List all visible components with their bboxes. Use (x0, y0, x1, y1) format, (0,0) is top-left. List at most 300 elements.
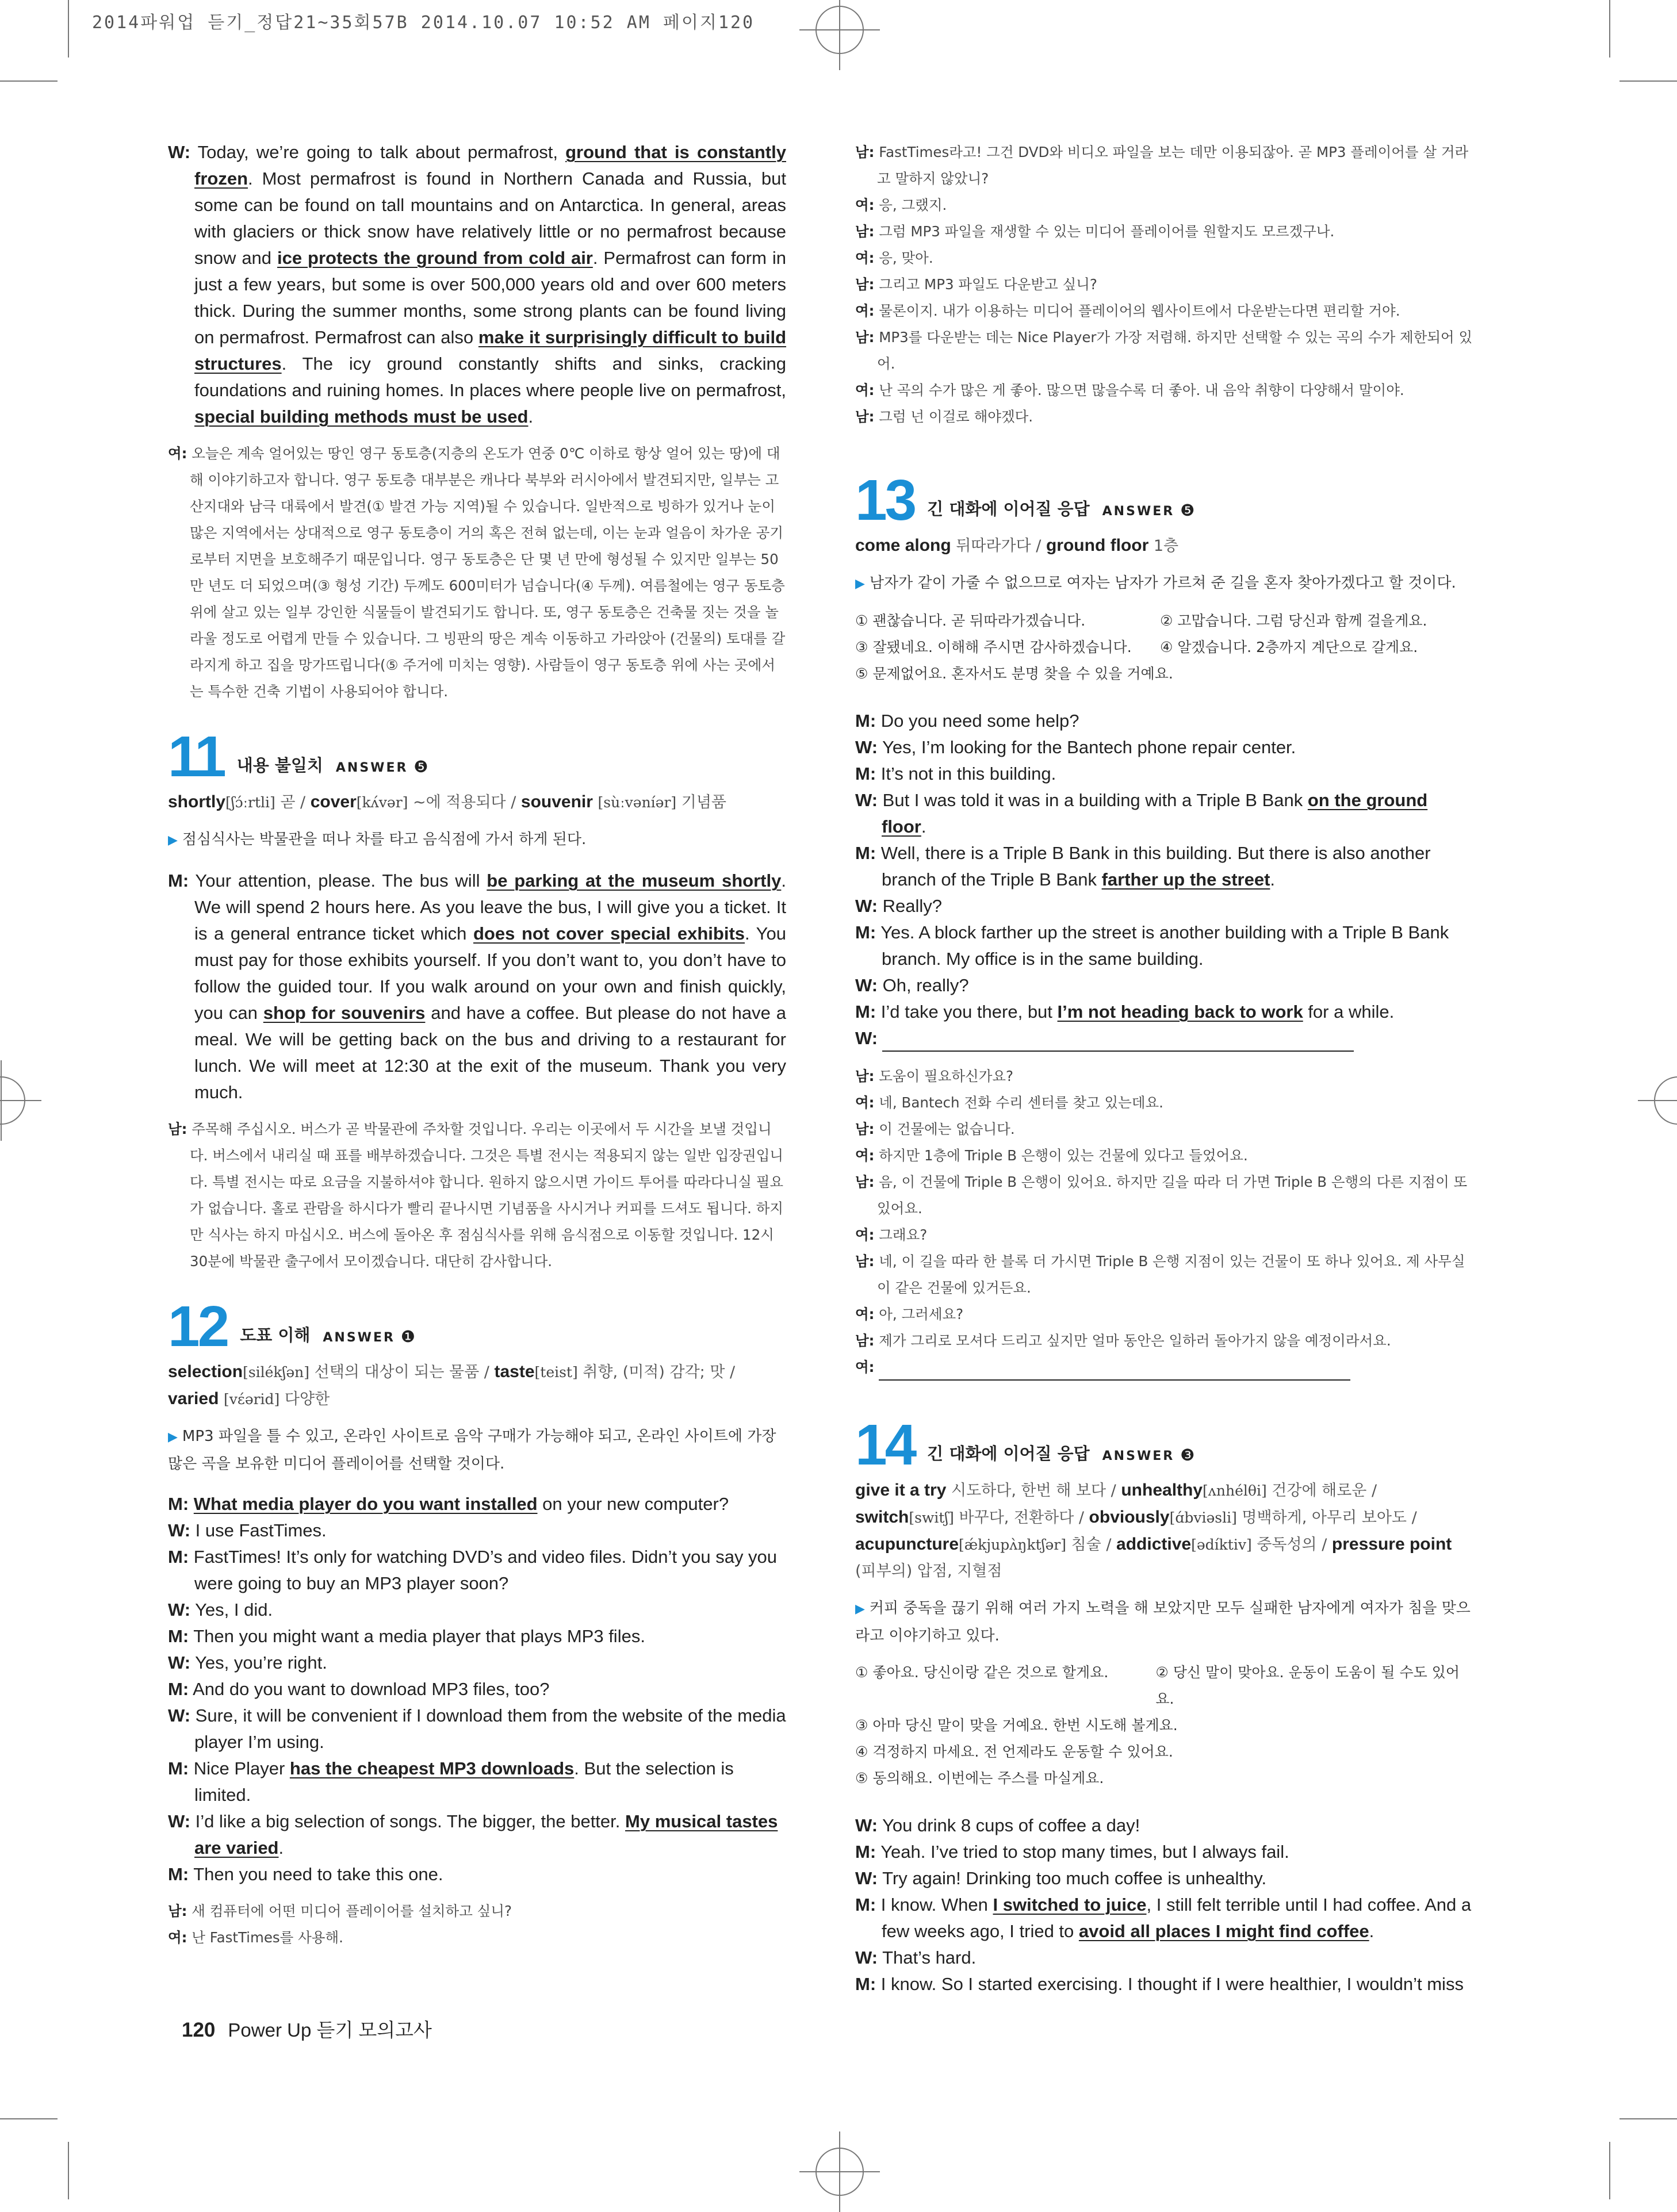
dialog-line (855, 192, 1473, 218)
answer-label: ANSWER (1102, 504, 1175, 519)
dialog-text: 그리고 MP3 파일도 다운받고 싶니? (879, 276, 1097, 293)
script-text: and have a coffee. But please do not have a meal. We will be getting back on the bus and driving to a restaurant for lunch. We will meet at 12:30 at the exit of the museum. Thank you very much. (194, 1003, 786, 1102)
answer-option: ③ 아마 당신 말이 맞을 거예요. 한번 시도해 볼게요. (855, 1717, 1178, 1734)
dialog-text: MP3를 다운받는 데는 Nice Player가 가장 저렴해. 하지만 선택할 수 있는 곡의 수가 제한되어 있어. (877, 329, 1473, 372)
dialog-line (855, 761, 1473, 787)
triangle-bullet-icon: ▶ (855, 1602, 865, 1616)
q12-dialog-english (168, 1491, 786, 1888)
answer-option: ④ 알겠습니다. 2층까지 계단으로 갈게요. (1160, 639, 1418, 655)
dialog-text: I use FastTimes. (195, 1520, 327, 1540)
q13-dialog-english (855, 708, 1473, 1025)
vocab-ipa: [silékʃən] (243, 1364, 310, 1381)
question-type: 내용 불일치 (236, 756, 323, 775)
vocab-meaning: 취향, (미적) 감각; 맛 (583, 1363, 725, 1381)
dialog-text: FastTimes! It’s only for watching DVD’s and video files. Didn’t you say you were going to buy an MP3 player soon? (193, 1547, 778, 1593)
vocab-meaning: 선택의 대상이 되는 물품 (314, 1363, 480, 1381)
dialog-text: 그럼 MP3 파일을 재생할 수 있는 미디어 플레이어를 원할지도 모르겠구나. (879, 223, 1335, 240)
permafrost-script-korean (168, 440, 786, 705)
answer-options (855, 608, 1473, 687)
dialog-text: 난 곡의 수가 많은 게 좋아. 많으면 많을수록 더 좋아. 내 음악 취향이 다양해서 말이야. (879, 382, 1404, 398)
dialog-text: 물론이지. 내가 이용하는 미디어 플레이어의 웹사이트에서 다운받는다면 편리할 거야. (879, 302, 1400, 319)
vocab-ipa: [sùːvəníər] (598, 794, 677, 811)
q11-script-korean (168, 1116, 786, 1275)
explanation-text: 커피 중독을 끊기 위해 여러 가지 노력을 해 보았지만 모두 실패한 남자에게 여자가 침을 맞으라고 이야기하고 있다. (855, 1600, 1471, 1644)
dialog-text: 하지만 1층에 Triple B 은행이 있는 건물에 있다고 들었어요. (879, 1147, 1248, 1164)
q13-blank-line (855, 1025, 1473, 1052)
answer-badge: ❶ (400, 1327, 416, 1346)
question-12-header (168, 1294, 786, 1359)
speaker-label: 여: (855, 1359, 875, 1375)
speaker-label: 남: (855, 1174, 875, 1190)
dialog-line (855, 1945, 1473, 1971)
vocab-meaning: 기념품 (681, 793, 727, 811)
registration-mark (815, 6, 864, 54)
question-11-header (168, 724, 786, 789)
option-row (855, 1739, 1473, 1765)
dialog-line (855, 734, 1473, 761)
dialog-line (855, 377, 1473, 404)
speaker-label: 남: (168, 1121, 187, 1137)
vocab-word: unhealthy (1121, 1481, 1203, 1500)
speaker-label: W: (855, 1948, 878, 1968)
speaker-label: M: (168, 1679, 189, 1699)
key-phrase: ground that is constantly frozen (194, 142, 786, 189)
speaker-label: W: (168, 1653, 191, 1673)
dialog-line (168, 1597, 786, 1623)
dialog-line (855, 1892, 1473, 1945)
triangle-bullet-icon: ▶ (855, 577, 865, 591)
answer-option: ② 고맙습니다. 그럼 당신과 함께 걸을게요. (1160, 612, 1427, 629)
dialog-text: Oh, really? (882, 975, 969, 995)
crop-mark (0, 80, 58, 82)
explanation-text: MP3 파일을 틀 수 있고, 온라인 사이트로 음악 구매가 가능해야 되고, 온라인 사이트에 가장 많은 곡을 보유한 미디어 플레이어를 선택할 것이다. (168, 1428, 776, 1473)
key-phrase: does not cover special exhibits (473, 923, 745, 944)
dialog-line (855, 1248, 1473, 1301)
vocab-list: give it a try 시도하다, 한번 해 보다 / unhealthy[ʌnhélθi] 건강에 해로운 / switch[switʃ] 바꾸다, 전환하다 / obviously[ɑ́bviəsli] 명백하게, 아무리 보아도 / acupuncture[ǽkjupʌ̀ŋktʃər] 침술 / addictive[ədíktiv] 중독성의 / pressure point (피부의) 압점, 지혈점 (855, 1481, 1452, 1580)
dialog-line (168, 1517, 786, 1544)
vocab-word: come along (855, 536, 951, 555)
dialog-line (168, 1544, 786, 1597)
dialog-line (855, 1222, 1473, 1248)
dialog-line (855, 1865, 1473, 1892)
dialog-text: Yeah. I’ve tried to stop many times, but I always fail. (880, 1842, 1289, 1862)
question-type: 긴 대화에 이어질 응답 (927, 499, 1090, 519)
speaker-label: 남: (855, 1253, 875, 1270)
dialog-text: 아, 그러세요? (879, 1306, 964, 1322)
key-phrase: be parking at the museum shortly (487, 871, 782, 891)
dialog-text: 응, 맞아. (879, 250, 933, 266)
dialog-line (855, 919, 1473, 972)
dialog-text: 음, 이 건물에 Triple B 은행이 있어요. 하지만 길을 따라 더 가면 Triple B 은행의 다른 지점이 또 있어요. (877, 1174, 1468, 1217)
crop-mark (1609, 0, 1610, 57)
dialog-text: Yes. A block farther up the street is another building with a Triple B Bank branch. My office is in the same building. (880, 922, 1449, 969)
speaker-label: M: (168, 1758, 189, 1778)
vocab-meaning: 명백하게, 아무리 보아도 (1242, 1509, 1407, 1527)
dialog-line (855, 298, 1473, 324)
script-line (168, 868, 786, 1106)
dialog-text: 난 FastTimes를 사용해. (192, 1929, 343, 1946)
vocab-word: switch (855, 1508, 909, 1527)
crop-mark (68, 0, 69, 57)
speaker-label: W: (168, 1705, 191, 1726)
dialog-text: That’s hard. (882, 1948, 977, 1968)
key-phrase: make it surprisingly difficult to build structures (194, 327, 787, 374)
speaker-label: M: (855, 764, 876, 784)
answer-option: ① 괜찮습니다. 곧 뒤따라가겠습니다. (855, 612, 1086, 629)
vocab-word: acupuncture (855, 1535, 959, 1554)
vocab-meaning: 중독성의 (1257, 1536, 1317, 1554)
crop-mark (1619, 80, 1677, 82)
dialog-text: 네, 이 길을 따라 한 블록 더 가시면 Triple B 은행 지점이 있는 건물이 또 하나 있어요. 제 사무실이 같은 건물에 있거든요. (877, 1253, 1465, 1296)
speaker-label: 여: (168, 445, 187, 462)
key-phrase: avoid all places I might find coffee (1078, 1921, 1369, 1941)
dialog-text: 응, 그랬지. (879, 197, 947, 213)
speaker-label: 남: (168, 1903, 187, 1919)
explanation-text: 남자가 같이 가줄 수 없으므로 여자는 남자가 가르쳐 준 길을 혼자 찾아가겠다고 할 것이다. (869, 574, 1456, 592)
answer-badge: ❸ (1180, 1446, 1195, 1465)
vocab-word: selection (168, 1362, 243, 1381)
dialog-text: FastTimes라고! 그건 DVD와 비디오 파일을 보는 데만 이용되잖아. 곧 MP3 플레이어를 살 거라고 말하지 않았니? (877, 144, 1469, 187)
answer-badge: ❺ (413, 757, 428, 776)
vocab-list: selection[silékʃən] 선택의 대상이 되는 물품 / taste[teist] 취향, (미적) 감각; 맛 / varied [vɛ́ərid] 다양한 (168, 1362, 736, 1408)
answer-option: ② 당신 말이 맞아요. 운동이 도움이 될 수도 있어요. (1155, 1664, 1460, 1707)
dialog-line (855, 972, 1473, 999)
left-column (168, 139, 786, 1951)
dialog-text: Sure, it will be convenient if I download them from the website of the media player I’m using. (194, 1705, 786, 1752)
vocab-word: pressure point (1331, 1535, 1452, 1554)
dialog-text: I’d like a big selection of songs. The bigger, the better. (195, 1811, 626, 1831)
key-phrase: on the ground floor (882, 790, 1428, 837)
crop-mark (1619, 2118, 1677, 2119)
speaker-label: W: (168, 142, 191, 162)
dialog-text: Nice Player (193, 1758, 290, 1778)
dialog-line (168, 1676, 786, 1703)
dialog-text: You drink 8 cups of coffee a day! (882, 1815, 1140, 1835)
dialog-line (168, 1703, 786, 1755)
speaker-label: W: (855, 896, 878, 916)
speaker-label: W: (168, 1600, 191, 1620)
speaker-label: M: (168, 871, 189, 891)
dialog-line (168, 1861, 786, 1888)
dialog-text: on your new computer? (537, 1494, 729, 1514)
option-row (855, 608, 1473, 634)
speaker-label: 남: (855, 276, 875, 293)
vocab-word: ground floor (1046, 536, 1149, 555)
speaker-label: 남: (855, 329, 875, 346)
dialog-line (168, 1925, 786, 1951)
question-number: 13 (855, 468, 915, 532)
dialog-line (855, 840, 1473, 893)
dialog-text: Do you need some help? (880, 711, 1079, 731)
speaker-label: 남: (855, 1068, 875, 1084)
answer-label: ANSWER (335, 761, 408, 775)
key-phrase: My musical tastes are varied (194, 1811, 778, 1858)
print-header: 2014파워업 듣기_정답21~35회57B 2014.10.07 10:52 AM 페이지120 (92, 13, 755, 33)
vocab-list: come along 뒤따라가다 / ground floor 1층 (855, 536, 1179, 555)
dialog-line (168, 1491, 786, 1517)
page-footer (182, 2015, 432, 2042)
vocab-ipa: [ədíktiv] (1191, 1536, 1252, 1553)
book-title: Power Up 듣기 모의고사 (228, 2019, 432, 2041)
vocab-meaning: 뒤따라가다 (956, 537, 1031, 555)
q12-dialog-korean (168, 1898, 786, 1951)
speaker-label: 남: (855, 408, 875, 425)
explanation-note (855, 570, 1473, 597)
speaker-label: 여: (855, 1094, 875, 1111)
crop-mark (68, 2142, 69, 2199)
script-text: . Most permafrost is found in Northern Canada and Russia, but some can be found on tall mountains and on Antarctica. In general, areas with glaciers or thick snow have relatively little or no permafrost because snow and (194, 168, 786, 268)
speaker-label: M: (855, 711, 876, 731)
speaker-label: 남: (855, 144, 875, 160)
speaker-label: M: (168, 1547, 189, 1567)
registration-mark (1654, 1076, 1677, 1125)
answer-label: ANSWER (1102, 1449, 1175, 1463)
dialog-line (168, 1755, 786, 1808)
dialog-text: Then you might want a media player that plays MP3 files. (193, 1626, 645, 1646)
vocab-meaning: ~에 적용되다 (413, 793, 506, 811)
answer-option: ④ 걱정하지 마세요. 전 언제라도 운동할 수 있어요. (855, 1743, 1173, 1760)
speaker-label: M: (168, 1864, 189, 1884)
dialog-line (855, 1301, 1473, 1328)
vocab-meaning: 1층 (1153, 537, 1179, 555)
dialog-text: 도움이 필요하신가요? (879, 1068, 1014, 1084)
speaker-label: M: (855, 922, 876, 942)
script-text: . (528, 407, 534, 427)
vocab-ipa: [vɛ́ərid] (223, 1391, 280, 1408)
speaker-label: 여: (855, 302, 875, 319)
option-row (855, 634, 1473, 661)
speaker-label: W: (855, 1815, 878, 1835)
dialog-text: 그럼 넌 이걸로 해야겠다. (879, 408, 1033, 425)
vocab-ipa: [kʌ́vər] (356, 794, 408, 811)
dialog-text: But I was told it was in a building with a Triple B Bank (882, 790, 1308, 810)
speaker-label: M: (168, 1494, 189, 1514)
registration-mark (0, 1076, 25, 1125)
script-text: . Permafrost can form in just a few years, but some is over 500,000 years old and over 600 meters thick. During the summer months, some strong plants can be found living on permafrost. Permafrost can also (194, 248, 786, 347)
script-line (168, 440, 786, 705)
crop-mark (0, 2118, 58, 2119)
answer-option: ③ 잘됐네요. 이해해 주시면 감사하겠습니다. (855, 639, 1132, 655)
dialog-text: 새 컴퓨터에 어떤 미디어 플레이어를 설치하고 싶니? (192, 1903, 512, 1919)
script-text: 오늘은 계속 얼어있는 땅인 영구 동토층(지층의 온도가 연중 0℃ 이하로 항상 얼어 있는 땅)에 대해 이야기하고자 합니다. 영구 동토층 대부분은 캐나다 북부와 러시아에서 발견되지만, 일부는 고산지대와 남극 대륙에서 발견(① 발견 가능 지역)될 수 있습니다. 일반적으로 빙하가 있거나 눈이 많은 지역에서는 상대적으로 영구 동토층이 거의 혹은 전혀 없는데, 이는 눈과 얼음이 차가운 공기로부터 지면을 보호해주기 때문입니다. 영구 동토층은 단 몇 년 만에 형성될 수 있지만 일부는 50만 년도 더 되었으며(③ 형성 기간) 두께도 600미터가 넘습니다(④ 두께). 여름철에는 영구 동토층 위에 살고 있는 일부 강인한 식물들이 발견되기도 합니다. 또, 영구 동토층은 건축물 짓는 것을 놀라울 정도로 어렵게 만들 수 있습니다. 그 빙판의 땅은 계속 이동하고 가라앉아 (건물의) 토대를 갈라지게 하고 집을 망가뜨립니다(⑤ 주거에 미치는 영향). 사람들이 영구 동토층 위에 사는 곳에서는 특수한 건축 기법이 사용되어야 합니다. (190, 445, 786, 700)
dialog-text: 네, Bantech 전화 수리 센터를 찾고 있는데요. (879, 1094, 1163, 1111)
script-text: . We will spend 2 hours here. As you leave the bus, I will give you a ticket. It is a general entrance ticket which (194, 871, 786, 944)
key-phrase: I’m not heading back to work (1057, 1002, 1303, 1022)
speaker-label: W: (855, 790, 878, 810)
explanation-text: 점심식사는 박물관을 떠나 차를 타고 음식점에 가서 하게 된다. (182, 831, 587, 848)
dialog-text: , I still felt terrible until I had coffee. And a few weeks ago, I tried to (882, 1895, 1472, 1941)
dialog-line (855, 271, 1473, 298)
key-phrase: I switched to juice (993, 1895, 1147, 1915)
dialog-line (855, 787, 1473, 840)
speaker-label: 여: (855, 250, 875, 266)
dialog-text: . (1270, 869, 1276, 890)
dialog-line (855, 324, 1473, 377)
dialog-text: Well, there is a Triple B Bank in this building. But there is also another branch of the Triple B Bank (880, 843, 1431, 890)
option-row (855, 1712, 1473, 1739)
question-type: 도표 이해 (240, 1325, 311, 1345)
explanation-note (168, 826, 786, 854)
speaker-label: W: (168, 1811, 191, 1831)
key-phrase: special building methods must be used (194, 407, 529, 427)
dialog-line (855, 1169, 1473, 1222)
vocab-ipa: [ʌnhélθi] (1203, 1482, 1267, 1499)
key-phrase: shop for souvenirs (263, 1003, 426, 1023)
vocab-ipa: [teist] (534, 1364, 578, 1381)
answer-blank (879, 1362, 1350, 1381)
dialog-line (168, 1808, 786, 1861)
dialog-text: 그래요? (879, 1226, 928, 1243)
dialog-line (855, 1090, 1473, 1116)
dialog-line (855, 1063, 1473, 1090)
dialog-text: Yes, I did. (195, 1600, 273, 1620)
question-number: 12 (168, 1294, 228, 1359)
dialog-line (855, 1143, 1473, 1169)
option-row (855, 661, 1473, 687)
dialog-text: Yes, I’m looking for the Bantech phone repair center. (882, 737, 1296, 757)
explanation-note (855, 1595, 1473, 1649)
registration-mark (815, 2148, 864, 2196)
q14-dialog-english (855, 1812, 1473, 1998)
answer-badge: ❺ (1180, 501, 1195, 520)
question-number: 11 (168, 724, 224, 789)
dialog-text: . (921, 816, 926, 837)
dialog-line (855, 1116, 1473, 1143)
speaker-label: M: (855, 1974, 876, 1994)
speaker-label: W: (855, 1868, 878, 1888)
script-text: . The icy ground constantly shifts and sinks, cracking foundations and ruining homes. In places where people live on permafrost, (194, 354, 786, 400)
dialog-line (855, 708, 1473, 734)
dialog-line (855, 139, 1473, 192)
vocab-word: taste (494, 1362, 535, 1381)
dialog-text: I’d take you there, but (880, 1002, 1058, 1022)
dialog-text: for a while. (1303, 1002, 1395, 1022)
speaker-label: 남: (855, 1121, 875, 1137)
answer-options (855, 1659, 1473, 1792)
vocab-ipa: [switʃ] (909, 1509, 954, 1526)
script-line (168, 139, 786, 430)
speaker-label: W: (168, 1520, 191, 1540)
key-phrase: What media player do you want installed (193, 1494, 538, 1514)
dialog-text: It’s not in this building. (880, 764, 1056, 784)
dialog-line (855, 999, 1473, 1025)
speaker-label: M: (855, 843, 876, 863)
key-phrase: farther up the street (1101, 869, 1270, 890)
key-phrase: has the cheapest MP3 downloads (289, 1758, 575, 1778)
script-text: Your attention, please. The bus will (195, 871, 487, 891)
speaker-label: W: (855, 737, 878, 757)
vocab-meaning: 바꾸다, 전환하다 (959, 1509, 1074, 1527)
speaker-label: M: (168, 1626, 189, 1646)
vocab-meaning: 곧 (280, 793, 296, 811)
dialog-line (855, 404, 1473, 430)
dialog-text: And do you want to download MP3 files, too? (193, 1679, 550, 1699)
question-number: 14 (855, 1413, 915, 1477)
crop-mark (1609, 2142, 1610, 2199)
vocab-word: addictive (1116, 1535, 1192, 1554)
dialog-text: . (278, 1838, 284, 1858)
script-line (168, 1116, 786, 1275)
q12-dialog-korean-continued (855, 139, 1473, 430)
dialog-text: I know. So I started exercising. I thought if I were healthier, I wouldn’t miss (880, 1974, 1464, 1994)
dialog-text: I know. When (880, 1895, 993, 1915)
question-type: 긴 대화에 이어질 응답 (927, 1444, 1090, 1463)
dialog-text: . But the selection is limited. (194, 1758, 734, 1805)
question-13-header (855, 468, 1473, 532)
triangle-bullet-icon: ▶ (168, 1430, 178, 1444)
vocab-meaning: 시도하다, 한번 해 보다 (951, 1482, 1106, 1500)
speaker-label: M: (855, 1842, 876, 1862)
speaker-label: 여: (855, 1306, 875, 1322)
dialog-line (855, 893, 1473, 919)
q13-dialog-korean (855, 1063, 1473, 1354)
dialog-text: 제가 그리로 모셔다 드리고 싶지만 얼마 동안은 일하러 돌아가지 않을 예정이라서요. (879, 1332, 1391, 1349)
permafrost-script-english (168, 139, 786, 430)
vocab-word: give it a try (855, 1481, 947, 1500)
speaker-label: 남: (855, 1332, 875, 1349)
dialog-line (855, 1971, 1473, 1998)
q11-script-english (168, 868, 786, 1106)
answer-option: ① 좋아요. 당신이랑 같은 것으로 할게요. (855, 1664, 1109, 1681)
vocab-ipa: [ɑ́bviəsli] (1169, 1509, 1237, 1526)
dialog-text: Yes, you’re right. (195, 1653, 327, 1673)
q13-korean-blank-line (855, 1354, 1473, 1381)
vocab-word: varied (168, 1389, 219, 1408)
vocab-meaning: (피부의) 압점, 지혈점 (855, 1562, 1002, 1580)
dialog-text: Try again! Drinking too much coffee is unhealthy. (882, 1868, 1267, 1888)
dialog-line (855, 1812, 1473, 1839)
explanation-note (168, 1423, 786, 1477)
dialog-line (855, 245, 1473, 271)
vocab-meaning: 침술 (1071, 1536, 1101, 1554)
vocab-word: souvenir (520, 792, 593, 811)
answer-option: ⑤ 문제없어요. 혼자서도 분명 찾을 수 있을 거예요. (855, 665, 1173, 682)
speaker-label: 남: (855, 223, 875, 240)
vocab-ipa: [ʃɔ́ːrtli] (225, 794, 275, 811)
vocab-meaning: 다양한 (284, 1390, 330, 1408)
dialog-line (168, 1623, 786, 1650)
vocab-word: cover (310, 792, 357, 811)
vocab-list: shortly[ʃɔ́ːrtli] 곧 / cover[kʌ́vər] ~에 적용되다 / souvenir [sùːvəníər] 기념품 (168, 792, 727, 811)
speaker-label: 여: (855, 197, 875, 213)
answer-blank (882, 1033, 1354, 1052)
speaker-label: 여: (168, 1929, 187, 1946)
dialog-line (855, 1328, 1473, 1354)
dialog-text: . (1369, 1921, 1374, 1941)
dialog-line (855, 218, 1473, 245)
key-phrase: ice protects the ground from cold air (277, 248, 593, 268)
speaker-label: 여: (855, 1147, 875, 1164)
page-number: 120 (182, 2019, 216, 2041)
option-row (855, 1765, 1473, 1792)
dialog-text: 이 건물에는 없습니다. (879, 1121, 1015, 1137)
speaker-label: 여: (855, 382, 875, 398)
dialog-line (168, 1650, 786, 1676)
vocab-ipa: [ǽkjupʌ̀ŋktʃər] (959, 1536, 1066, 1553)
dialog-text: Then you need to take this one. (193, 1864, 443, 1884)
right-column (855, 139, 1473, 1998)
dialog-line (855, 1839, 1473, 1865)
question-14-header (855, 1413, 1473, 1477)
dialog-text: Really? (882, 896, 943, 916)
vocab-word: obviously (1089, 1508, 1170, 1527)
speaker-label: W: (855, 1028, 878, 1048)
speaker-label: M: (855, 1895, 876, 1915)
triangle-bullet-icon: ▶ (168, 833, 178, 848)
script-text: Today, we’re going to talk about permafrost, (197, 142, 566, 162)
speaker-label: M: (855, 1002, 876, 1022)
speaker-label: W: (855, 975, 878, 995)
